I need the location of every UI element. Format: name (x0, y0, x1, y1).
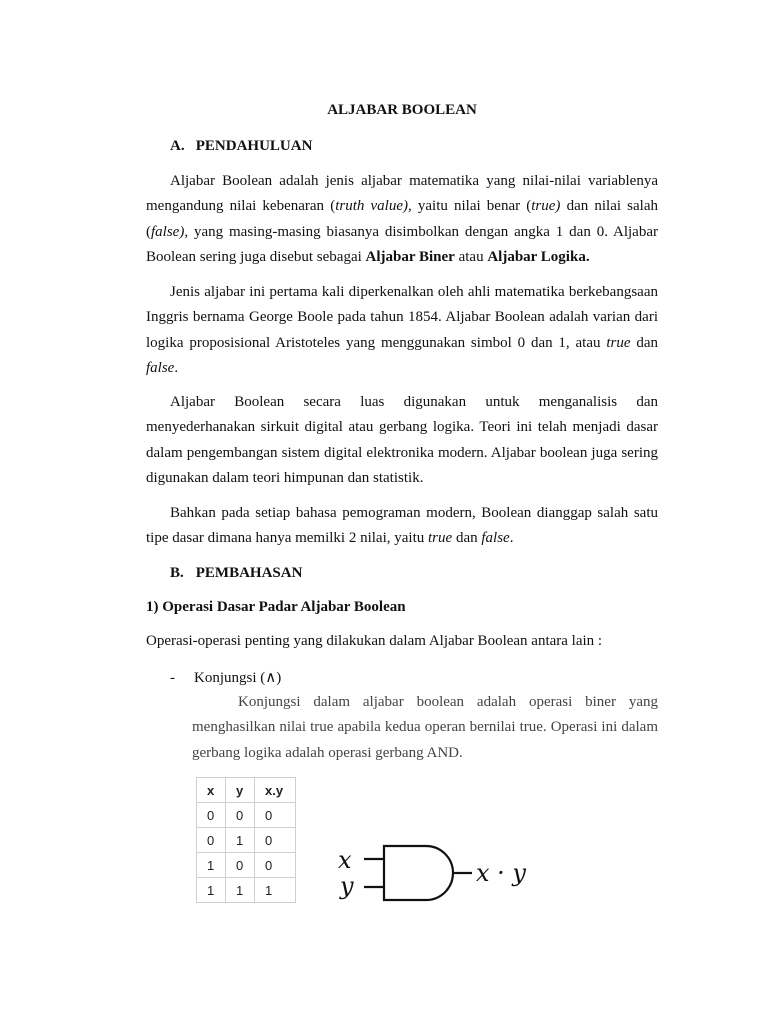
gate-output-label: x · y (476, 859, 526, 887)
page-title: ALJABAR BOOLEAN (327, 102, 477, 118)
table-cell: 1 (197, 853, 226, 878)
table-cell: 1 (226, 878, 255, 903)
header-y: y (226, 778, 255, 803)
konjungsi-description: Konjungsi dalam aljabar boolean adalah operasi biner yang menghasilkan nilai true apabila kedua operan bernilai true. Operasi ini dalam gerbang logika adalah operasi gerbang AND. (192, 694, 658, 761)
table-cell: 0 (226, 803, 255, 828)
p2-italic-2: false (146, 359, 175, 376)
p2-italic-1: true (606, 334, 631, 351)
table-row (197, 878, 296, 903)
p1-text-1: Aljabar Boolean adalah jenis aljabar matematika yang nilai-nilai variablenya mengandung nilai kebenaran ( (146, 173, 658, 215)
p4-text-3: . (509, 530, 514, 547)
header-x: x (197, 778, 226, 803)
paragraph-2 (146, 280, 658, 381)
section-a-label: PENDAHULUAN (195, 138, 313, 154)
bullet-konjungsi (170, 668, 281, 687)
p1-italic-3: false), (151, 223, 189, 240)
p4-italic-2: false (481, 530, 510, 547)
table-cell: 0 (197, 803, 226, 828)
truth-table-header-row (197, 778, 296, 803)
p1-text-2: yaitu nilai benar ( (411, 198, 532, 215)
table-cell: 1 (197, 878, 226, 903)
table-cell: 1 (255, 878, 296, 903)
header-xy: x.y (255, 778, 296, 803)
p2-text-2: dan (630, 334, 658, 351)
table-row (197, 803, 296, 828)
table-cell: 0 (255, 803, 296, 828)
gate-input-x-label: x (338, 846, 352, 874)
section-a-number: A. (170, 138, 185, 154)
bullet-label: Konjungsi (∧) (194, 670, 282, 686)
table-row (197, 853, 296, 878)
gate-input-y-label: y (340, 872, 354, 900)
p1-text-3: dan nilai salah ( (146, 198, 658, 240)
section-a-heading (170, 138, 312, 155)
p4-text-1: Bahkan pada setiap bahasa pemograman modern, Boolean dianggap salah satu tipe dasar dimana hanya memilki 2 nilai, yaitu (146, 505, 658, 547)
section-b-label: PEMBAHASAN (195, 565, 303, 581)
section-b-heading (170, 565, 302, 582)
paragraph-1 (146, 169, 658, 270)
p2-text-3: . (174, 359, 179, 376)
table-row (197, 828, 296, 853)
p1-bold-1: Aljabar Biner (365, 248, 455, 265)
section-b-number: B. (170, 565, 184, 581)
paragraph-3: Aljabar Boolean secara luas digunakan untuk menganalisis dan menyederhanakan sirkuit digital atau gerbang logika. Teori ini telah menjadi dasar dalam pengembangan sistem digital elektronika modern. Aljabar boolean juga sering digunakan dalam teori himpunan dan statistik. (146, 394, 658, 486)
p1-text-4: yang masing-masing biasanya disimbolkan dengan angka 1 dan 0. Aljabar Boolean sering juga disebut sebagai (146, 223, 658, 265)
bullet-dash: - (170, 670, 175, 686)
p1-italic-1: truth value), (335, 198, 412, 215)
table-cell: 0 (255, 853, 296, 878)
p1-italic-2: true) (531, 198, 561, 215)
table-cell: 0 (197, 828, 226, 853)
p4-text-2: dan (452, 530, 482, 547)
p1-bold-2: Aljabar Logika. (487, 248, 590, 265)
table-cell: 0 (226, 853, 255, 878)
and-gate-diagram (334, 838, 542, 910)
table-cell: 1 (226, 828, 255, 853)
and-gate-shape (384, 846, 453, 900)
p4-italic-1: true (428, 530, 453, 547)
paragraph-4 (146, 501, 658, 552)
truth-table (196, 777, 296, 903)
table-cell: 0 (255, 828, 296, 853)
intro-text: Operasi-operasi penting yang dilakukan dalam Aljabar Boolean antara lain : (146, 633, 603, 649)
p1-text-5: atau (454, 248, 488, 265)
subheading-operasi-dasar: 1) Operasi Dasar Padar Aljabar Boolean (146, 599, 406, 615)
p2-text-1: Jenis aljabar ini pertama kali diperkenalkan oleh ahli matematika berkebangsaan Inggris bernama George Boole pada tahun 1854. Aljabar Boolean adalah varian dari logika proposisional Aristoteles yang menggunakan simbol 0 dan 1, atau (146, 284, 658, 351)
